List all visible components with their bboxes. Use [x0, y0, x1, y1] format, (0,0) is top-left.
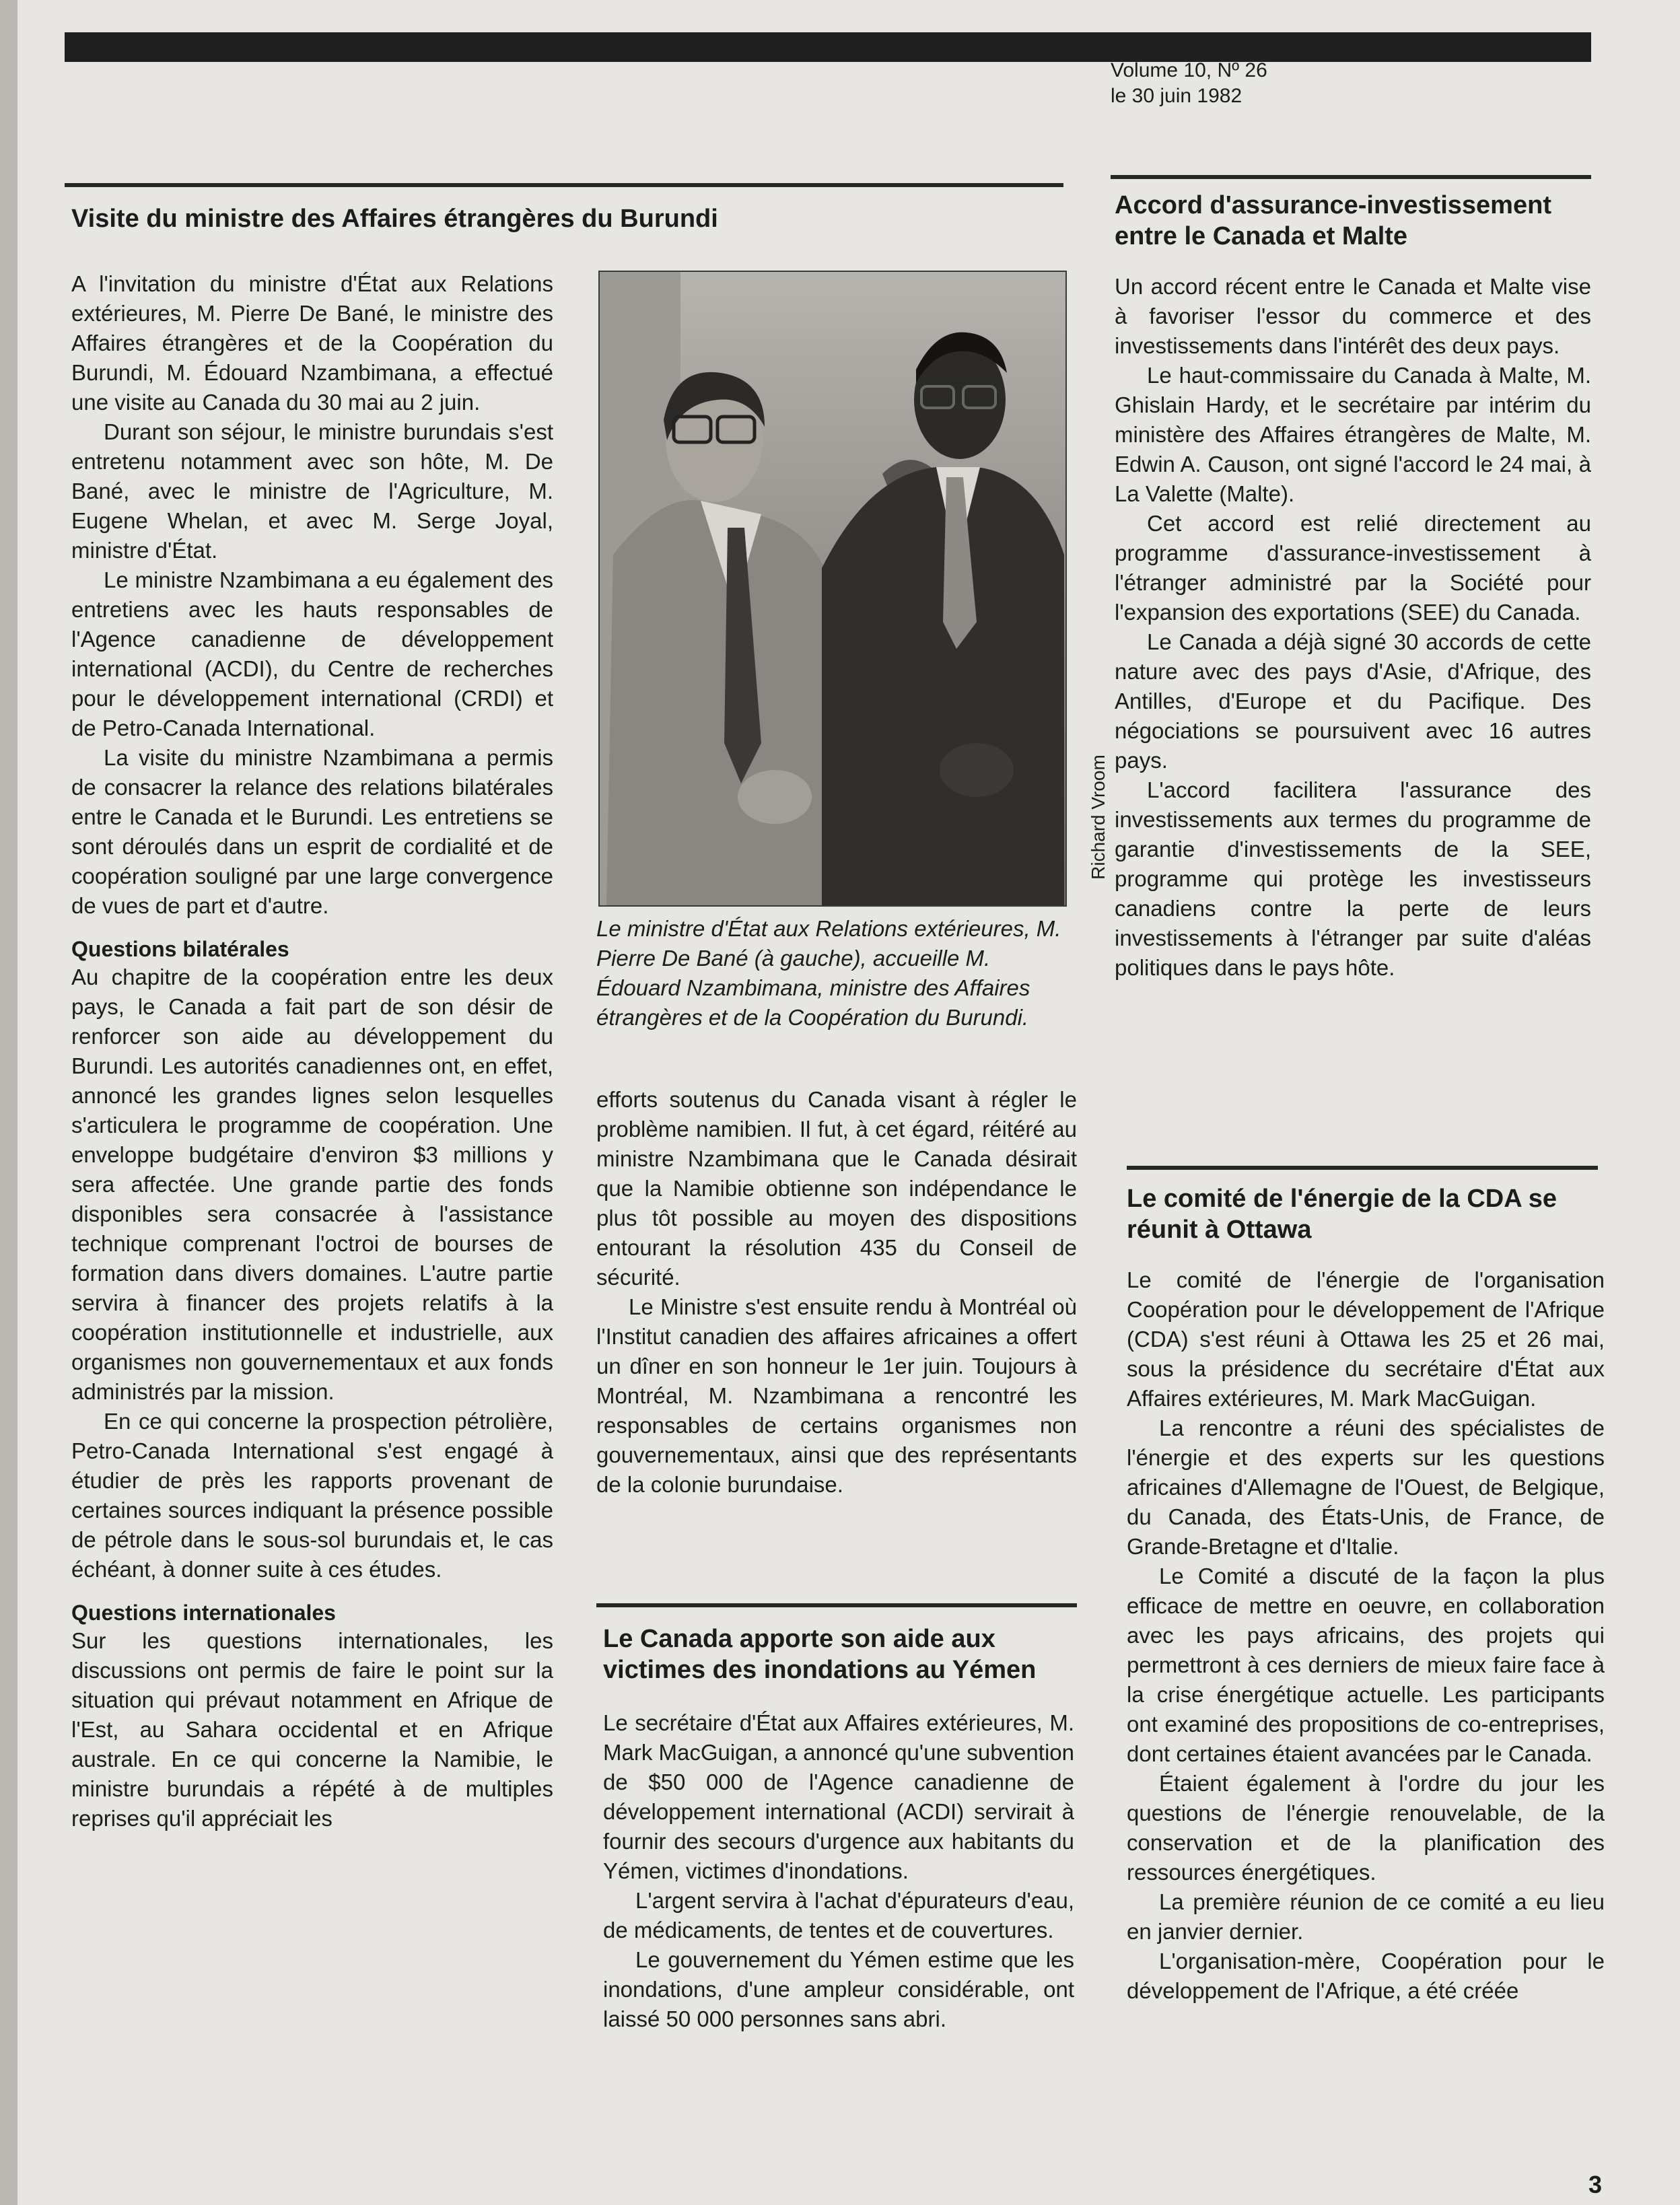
- cda-paragraph: Étaient également à l'ordre du jour les questions de l'énergie renouvelable, de la conservation et de la planification des ressources énergétiques.: [1127, 1771, 1605, 1885]
- malta-title: Accord d'assurance-investissement entre le Canada et Malte: [1115, 191, 1551, 250]
- yemen-paragraph: Le secrétaire d'État aux Affaires extérieures, M. Mark MacGuigan, a annoncé qu'une subvention de $50 000 de l'Agence canadienne de développement international (ACDI) servirait à fournir des secours d'urgence aux habitants du Yémen, victimes d'inondations.: [603, 1710, 1074, 1883]
- malta-paragraph: Un accord récent entre le Canada et Malte vise à favoriser l'essor du commerce et des investissements dans l'intérêt des deux pays.: [1115, 274, 1591, 358]
- cda-paragraph: Le Comité a discuté de la façon la plus efficace de mettre en oeuvre, en collaboration avec les pays africains, des projets qui permettront à ces derniers de mieux faire face à la crise énergétique actuelle. Les participants ont examiné des propositions de co-entreprises, dont certaines étaient avancées par le Canada.: [1127, 1564, 1605, 1766]
- issue-date: le 30 juin 1982: [1111, 85, 1242, 107]
- burundi-column-2: [596, 1085, 1077, 1500]
- cda-paragraph: L'organisation-mère, Coopération pour le développement de l'Afrique, a été créée: [1127, 1949, 1605, 2003]
- burundi-intro-paragraph: La visite du ministre Nzambimana a permis de consacrer la relance des relations bilatérales entre le Canada et le Burundi. Les entretiens se sont déroulés dans un esprit de cordialité et de coopération souligné par une large convergence de vues de part et d'autre.: [71, 745, 553, 918]
- bilateral-subheading: Questions bilatérales: [71, 937, 289, 961]
- issue-info: [1111, 58, 1267, 109]
- photo-credit: [1085, 734, 1112, 905]
- burundi-headline-box: [71, 203, 1068, 234]
- yemen-title: Le Canada apporte son aide aux victimes des inondations au Yémen: [603, 1625, 1037, 1684]
- malta-paragraph: Cet accord est relié directement au programme d'assurance-investissement à l'étranger administré par la Société pour l'expansion des exportations (SEE) du Canada.: [1115, 511, 1591, 625]
- yemen-paragraph: Le gouvernement du Yémen estime que les inondations, d'une ampleur considérable, ont laissé 50 000 personnes sans abri.: [603, 1947, 1074, 2031]
- malta-paragraph: Le Canada a déjà signé 30 accords de cette nature avec des pays d'Asie, d'Afrique, des Antilles, d'Europe et du Pacifique. Des négociations se poursuivent avec 16 autres pays.: [1115, 629, 1591, 773]
- article-rule: [596, 1603, 1077, 1607]
- bilateral-paragraph: Au chapitre de la coopération entre les deux pays, le Canada a fait part de son désir de renforcer son aide au développement du Burundi. Les autorités canadiennes ont, en effet, annoncé les grandes lignes selon lesquelles s'articulera le programme de coopération. Une enveloppe budgétaire d'environ $3 millions y sera affectée. Une grande partie des fonds disponibles sera consacrée à l'assistance technique comprenant l'octroi de bourses de formation dans divers domaines. L'autre partie servira à financer des projets relatifs à la coopération institutionnelle et industrielle, aux organismes non gouvernementaux et aux fonds administrés par la mission.: [71, 965, 553, 1404]
- photo-credit-text: Richard Vroom: [1088, 755, 1109, 880]
- burundi-title: Visite du ministre des Affaires étrangères du Burundi: [71, 205, 718, 233]
- cda-paragraph: La première réunion de ce comité a eu lieu en janvier dernier.: [1127, 1889, 1605, 1944]
- article-rule: [1127, 1166, 1598, 1170]
- ministers-photo: [598, 271, 1067, 907]
- burundi-column-1: [71, 269, 553, 1833]
- binding-edge: [0, 0, 18, 2205]
- yemen-paragraph: L'argent servira à l'achat d'épurateurs d'eau, de médicaments, de tentes et de couvertures.: [603, 1888, 1074, 1943]
- international-paragraph: Sur les questions internationales, les discussions ont permis de faire le point sur la situation qui prévaut notamment en Afrique de l'Est, au Sahara occidental et en Afrique australe. En ce qui concerne la Namibie, le ministre burundais a répété à de multiples reprises qu'il appréciait les: [71, 1628, 553, 1831]
- photo-caption: Le ministre d'État aux Relations extérieures, M. Pierre De Bané (à gauche), accueille M. Édouard Nzambimana, ministre des Affaires étrangères et de la Coopération du Burundi.: [596, 916, 1061, 1030]
- burundi-intro-paragraph: Durant son séjour, le ministre burundais s'est entretenu notamment avec son hôte, M. De Bané, avec le ministre de l'Agriculture, M. Eugene Whelan, et avec M. Serge Joyal, ministre d'État.: [71, 419, 553, 563]
- bilateral-paragraph: En ce qui concerne la prospection pétrolière, Petro-Canada International s'est engagé à étudier de près les rapports provenant de certaines sources indiquant la présence possible de pétrole dans le sous-sol burundais et, le cas échéant, à donner suite à ces études.: [71, 1409, 553, 1582]
- cda-article: [1127, 1183, 1605, 2006]
- international-subheading: Questions internationales: [71, 1601, 336, 1625]
- malta-paragraph: L'accord facilitera l'assurance des investissements aux termes du programme de garantie d'investissements de la SEE, programme qui protège les investisseurs canadiens contre la perte de leurs investissements à l'étranger par suite d'aléas politiques dans le pays hôte.: [1115, 777, 1591, 980]
- article-rule: [1111, 175, 1591, 179]
- masthead-bar: [65, 32, 1591, 62]
- burundi-continued-paragraph: efforts soutenus du Canada visant à régler le problème namibien. Il fut, à cet égard, réitéré au ministre Nzambimana que le Canada désirait que la Namibie obtienne son indépendance le plus tôt possible au moyen des dispositions entourant la résolution 435 du Conseil de sécurité.: [596, 1087, 1077, 1290]
- cda-paragraph: Le comité de l'énergie de l'organisation Coopération pour le développement de l'Afrique (CDA) s'est réuni à Ottawa les 25 et 26 mai, sous la présidence du secrétaire d'État aux Affaires extérieures, M. Mark MacGuigan.: [1127, 1267, 1605, 1411]
- page-number: 3: [1588, 2171, 1603, 2198]
- yemen-article: [603, 1623, 1074, 2034]
- cda-paragraph: La rencontre a réuni des spécialistes de l'énergie et des experts sur les questions africaines d'Allemagne de l'Ouest, de Belgique, du Canada, des États-Unis, de France, de Grande-Bretagne et d'Italie.: [1127, 1415, 1605, 1559]
- article-rule: [65, 183, 1063, 187]
- burundi-intro-paragraph: A l'invitation du ministre d'État aux Relations extérieures, M. Pierre De Bané, le ministre des Affaires étrangères et de la Coopération du Burundi, M. Édouard Nzambimana, a effectué une visite au Canada du 30 mai au 2 juin.: [71, 271, 553, 415]
- volume-number: Volume 10, Nº 26: [1111, 59, 1267, 81]
- malta-article: [1115, 190, 1591, 983]
- malta-paragraph: Le haut-commissaire du Canada à Malte, M. Ghislain Hardy, et le secrétaire par intérim du ministère des Affaires étrangères de Malte, M. Edwin A. Causon, ont signé l'accord le 24 mai, à La Valette (Malte).: [1115, 363, 1591, 506]
- cda-title: Le comité de l'énergie de la CDA se réunit à Ottawa: [1127, 1185, 1558, 1244]
- burundi-intro-paragraph: Le ministre Nzambimana a eu également des entretiens avec les hauts responsables de l'Agence canadienne de développement international (ACDI), du Centre de recherches pour le développement international (CRDI) et de Petro-Canada International.: [71, 567, 553, 740]
- burundi-continued-paragraph: Le Ministre s'est ensuite rendu à Montréal où l'Institut canadien des affaires africaines a offert un dîner en son honneur le 1er juin. Toujours à Montréal, M. Nzambimana a rencontré les responsables de certains organismes non gouvernementaux, ainsi que des représentants de la colonie burundaise.: [596, 1294, 1077, 1497]
